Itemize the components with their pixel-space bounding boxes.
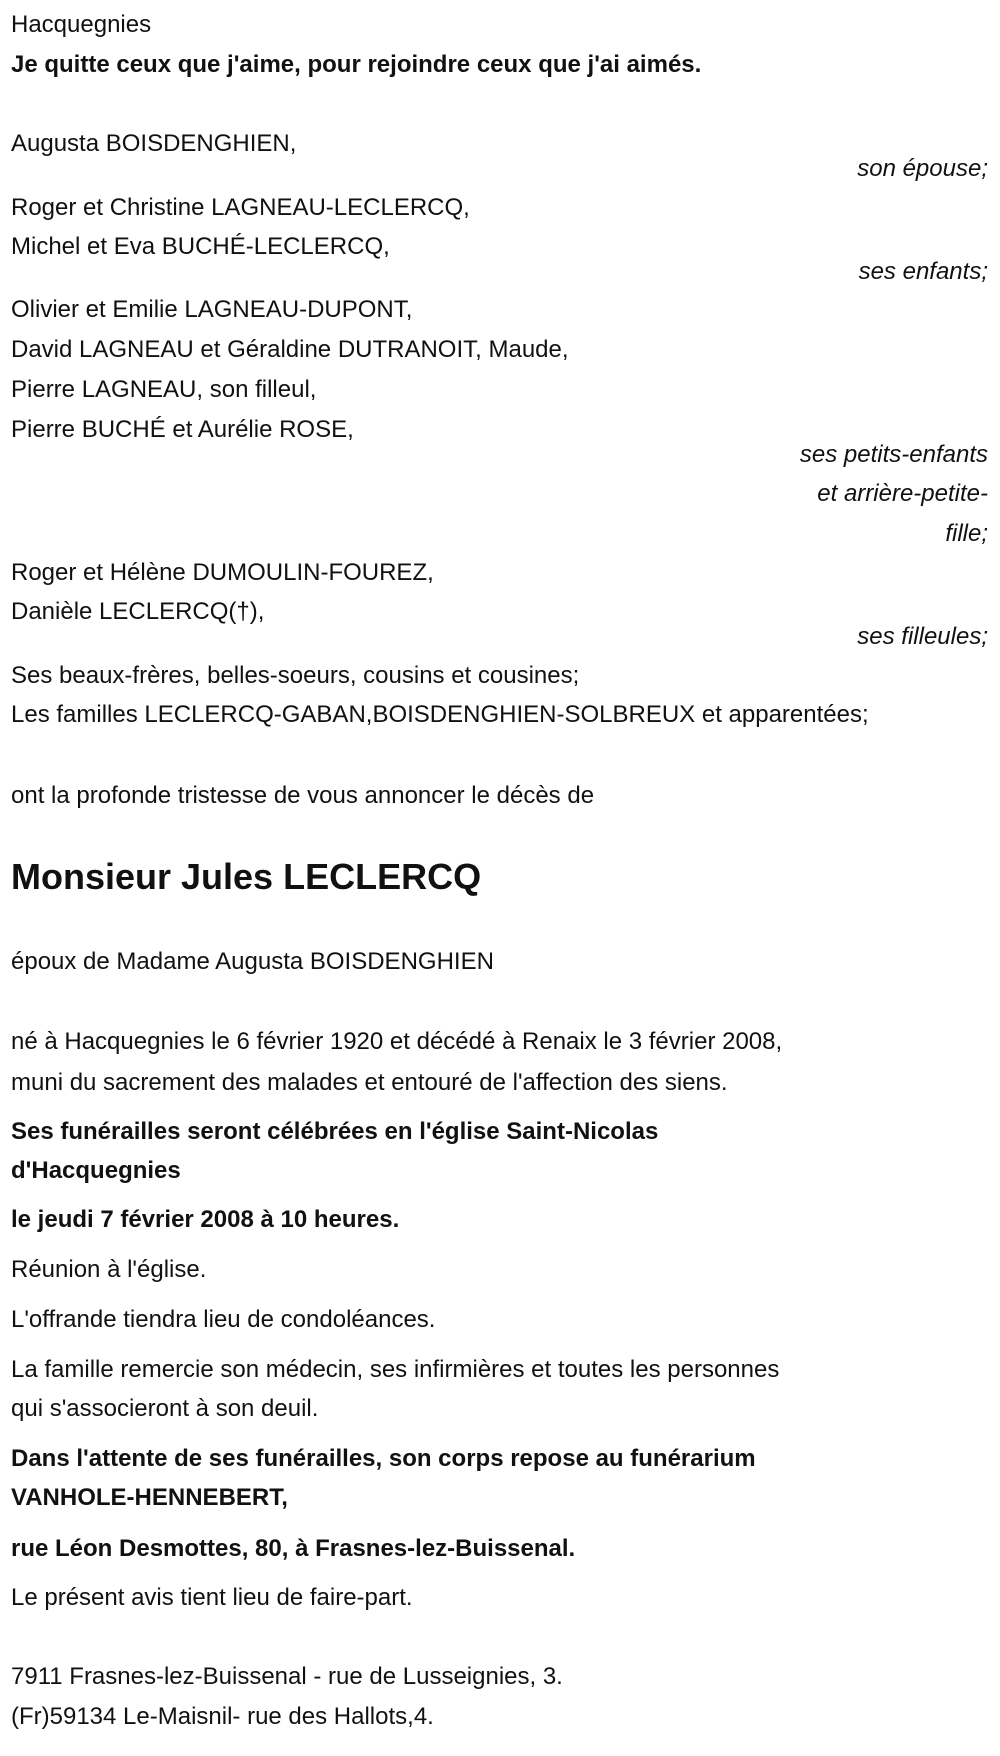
address: (Fr)59134 Le-Maisnil- rue des Hallots,4. (11, 1703, 434, 1730)
child: Roger et Christine LAGNEAU-LECLERCQ, (11, 194, 470, 221)
birth-death: né à Hacquegnies le 6 février 1920 et décédé à Renaix le 3 février 2008, (11, 1028, 783, 1055)
offering: L'offrande tiendra lieu de condoléances. (11, 1306, 436, 1333)
godchild: Danièle LECLERCQ(†), (11, 598, 265, 625)
grandchild: Olivier et Emilie LAGNEAU-DUPONT, (11, 296, 413, 323)
grandchildren-role: fille; (945, 520, 988, 547)
funerarium: VANHOLE-HENNEBERT, (11, 1484, 288, 1511)
funerarium: Dans l'attente de ses funérailles, son corps repose au funérarium (11, 1445, 756, 1472)
sacrament: muni du sacrement des malades et entouré de l'affection des siens. (11, 1069, 728, 1096)
godchild: Roger et Hélène DUMOULIN-FOUREZ, (11, 559, 434, 586)
thanks: qui s'associeront à son deuil. (11, 1395, 319, 1422)
funerarium-address: rue Léon Desmottes, 80, à Frasnes-lez-Buissenal. (11, 1535, 576, 1562)
grandchildren-role: et arrière-petite- (817, 480, 988, 507)
spouse-of: époux de Madame Augusta BOISDENGHIEN (11, 948, 494, 975)
grandchildren-role: ses petits-enfants (799, 441, 988, 468)
spouse: Augusta BOISDENGHIEN, (11, 130, 297, 157)
funeral-church: d'Hacquegnies (11, 1157, 181, 1184)
announcement: ont la profonde tristesse de vous annoncer le décès de (11, 782, 595, 809)
meeting: Réunion à l'église. (11, 1256, 207, 1283)
thanks: La famille remercie son médecin, ses infirmières et toutes les personnes (11, 1356, 780, 1383)
grandchild: David LAGNEAU et Géraldine DUTRANOIT, Maude, (11, 336, 569, 363)
grandchild: Pierre LAGNEAU, son filleul, (11, 376, 317, 403)
deceased-name: Monsieur Jules LECLERCQ (11, 856, 482, 897)
child: Michel et Eva BUCHÉ-LECLERCQ, (11, 233, 390, 260)
grandchild: Pierre BUCHÉ et Aurélie ROSE, (11, 416, 354, 443)
quote: Je quitte ceux que j'aime, pour rejoindre ceux que j'ai aimés. (11, 51, 702, 78)
children-role: ses enfants; (858, 258, 988, 285)
other-relatives: Ses beaux-frères, belles-soeurs, cousins et cousines; (11, 662, 580, 689)
notice: Le présent avis tient lieu de faire-part. (11, 1584, 413, 1611)
place: Hacquegnies (11, 11, 152, 38)
spouse-role: son épouse; (857, 155, 988, 182)
other-families: Les familles LECLERCQ-GABAN,BOISDENGHIEN-SOLBREUX et apparentées; (11, 701, 869, 728)
funeral-church: Ses funérailles seront célébrées en l'église Saint-Nicolas (11, 1118, 659, 1145)
address: 7911 Frasnes-lez-Buissenal - rue de Lusseignies, 3. (11, 1663, 563, 1690)
godchildren-role: ses filleules; (857, 623, 988, 650)
funeral-date: le jeudi 7 février 2008 à 10 heures. (11, 1206, 400, 1233)
